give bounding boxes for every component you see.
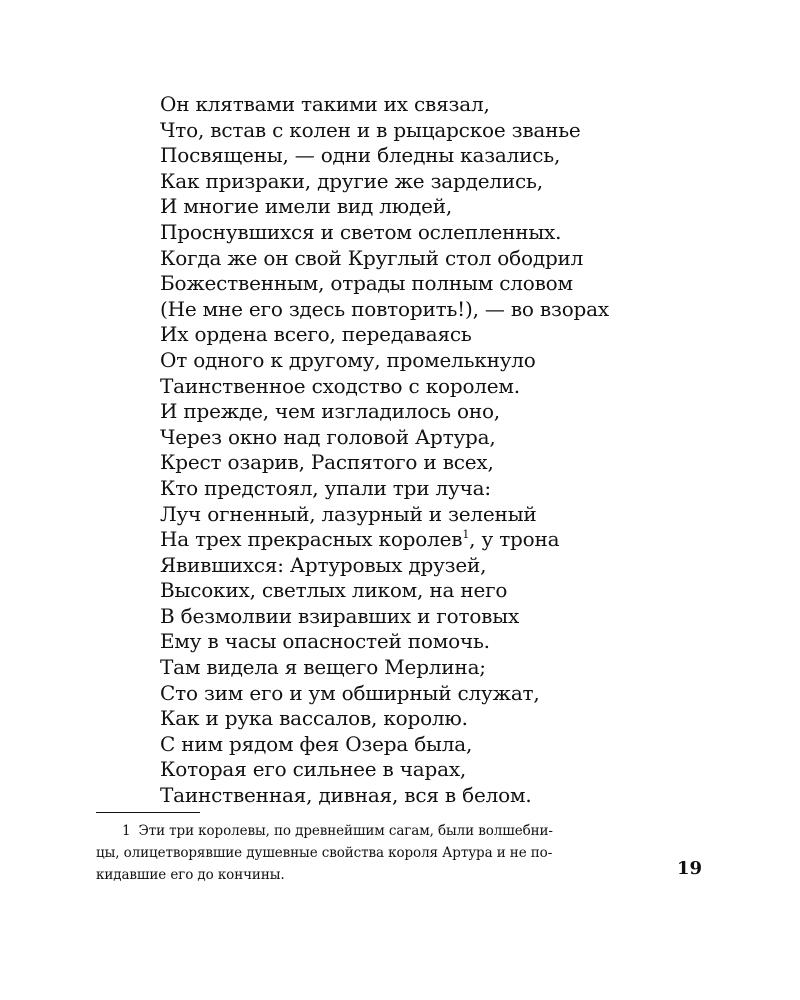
- poem-line: Луч огненный, лазурный и зеленый: [160, 501, 537, 526]
- footnote-line: [96, 820, 656, 842]
- poem-text: [160, 92, 609, 809]
- poem-line: [160, 527, 609, 553]
- page-number: 19: [676, 858, 702, 879]
- poem-line: И многие имели вид людей,: [160, 194, 453, 219]
- footnote-reference[interactable]: 1: [462, 528, 470, 542]
- poem-line: Ему в часы опасностей помочь.: [160, 629, 490, 654]
- poem-line: Он клятвами такими их связал,: [160, 92, 490, 116]
- footnote: [96, 820, 656, 886]
- poem-line: Когда же он свой Круглый стол ободрил: [160, 245, 584, 270]
- poem-line: Божественным, отрады полным словом: [160, 271, 573, 296]
- poem-line: Через окно над головой Артура,: [160, 424, 496, 449]
- poem-line: Там видела я вещего Мерлина;: [160, 655, 486, 680]
- poem-line: Таинственное сходство с королем.: [160, 373, 520, 398]
- poem-line: Кто предстоял, упали три луча:: [160, 475, 491, 500]
- poem-line: С ним рядом фея Озера была,: [160, 731, 473, 756]
- footnote-marker: 1: [122, 823, 131, 839]
- poem-line: И прежде, чем изгладилось оно,: [160, 399, 500, 424]
- poem-line: Таинственная, дивная, вся в белом.: [160, 783, 532, 808]
- poem-line: Которая его сильнее в чарах,: [160, 757, 467, 782]
- poem-line: Крест озарив, Распятого и всех,: [160, 450, 494, 475]
- poem-line: Что, встав с колен и в рыцарское званье: [160, 117, 581, 142]
- poem-line: Посвящены, — одни бледны казались,: [160, 143, 561, 168]
- poem-line: В безмолвии взиравших и готовых: [160, 603, 520, 628]
- poem-line: От одного к другому, промелькнуло: [160, 347, 536, 372]
- footnote-divider: [96, 812, 200, 813]
- poem-line-text: На трех прекрасных королев: [160, 527, 463, 552]
- footnote-text: Эти три королевы, по древнейшим сагам, были волшебни-: [138, 823, 553, 839]
- poem-line: Проснувшихся и светом ослепленных.: [160, 219, 562, 244]
- poem-line: Как и рука вассалов, королю.: [160, 706, 468, 731]
- poem-line: Их ордена всего, передаваясь: [160, 322, 472, 347]
- poem-line: Как призраки, другие же зарделись,: [160, 168, 543, 193]
- poem-line: Высоких, светлых ликом, на него: [160, 578, 508, 603]
- poem-line: Явившихся: Артуровых друзей,: [160, 552, 487, 577]
- footnote-line: кидавшие его до кончины.: [96, 867, 285, 883]
- footnote-line: цы, олицетворявшие душевные свойства короля Артура и не по-: [96, 845, 553, 861]
- poem-line: Сто зим его и ум обширный служат,: [160, 680, 540, 705]
- poem-line: (Не мне его здесь повторить!), — во взорах: [160, 296, 609, 321]
- poem-line-tail: , у трона: [469, 527, 560, 552]
